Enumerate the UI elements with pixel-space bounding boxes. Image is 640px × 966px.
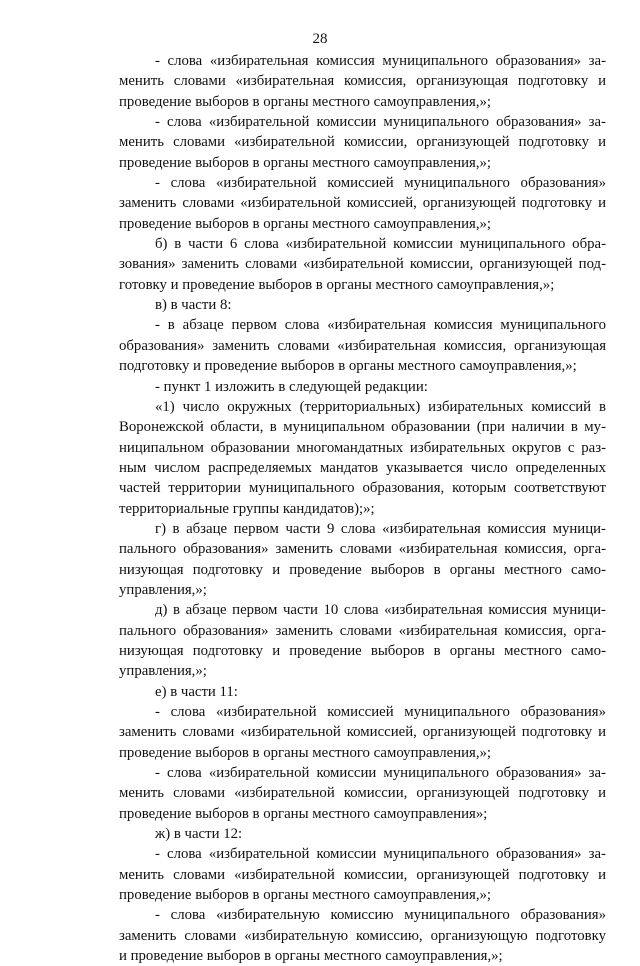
- text-line: и проведение выборов в органы местного самоуправления,»;: [119, 948, 503, 965]
- text-line: - слова «избирательной комиссией муниципального образования»: [155, 175, 606, 192]
- text-line: - пункт 1 изложить в следующей редакции:: [155, 378, 428, 395]
- text-line: в) в части 8:: [155, 297, 232, 314]
- text-line: заменить словами «избирательной комиссией, организующей подготовку и: [119, 724, 606, 741]
- text-line: е) в части 11:: [155, 683, 238, 700]
- text-line: управления,»;: [119, 581, 207, 598]
- document-body: [119, 51, 606, 966]
- text-line: проведение выборов в органы местного самоуправления,»;: [119, 93, 492, 110]
- text-line: ниципальном образовании многомандатных избирательных округов с раз-: [119, 439, 606, 456]
- text-line: готовку и проведение выборов в органы местного самоуправления,»;: [119, 276, 555, 293]
- text-line: пального образования» заменить словами «избирательная комиссия, орга-: [119, 622, 606, 639]
- text-line: управления,»;: [119, 663, 207, 680]
- text-line: д) в абзаце первом части 10 слова «избирательная комиссия муници-: [155, 602, 606, 619]
- text-line: - слова «избирательной комиссии муниципального образования» за-: [155, 114, 606, 131]
- text-line: менить словами «избирательная комиссия, организующая подготовку и: [119, 73, 606, 90]
- text-line: - в абзаце первом слова «избирательная комиссия муниципального: [155, 317, 606, 334]
- text-line: образования» заменить словами «избирательная комиссия, организующая: [119, 337, 606, 354]
- text-line: заменить словами «избирательной комиссией, организующей подготовку и: [119, 195, 606, 212]
- text-line: - слова «избирательной комиссией муниципального образования»: [155, 704, 606, 720]
- text-line: - слова «избирательную комиссию муниципального образования»: [155, 907, 606, 924]
- text-line: подготовку и проведение выборов в органы местного самоуправления,»;: [119, 358, 577, 375]
- text-line: проведение выборов в органы местного самоуправления,»;: [119, 154, 492, 171]
- text-line: проведение выборов в органы местного самоуправления»;: [119, 805, 488, 822]
- text-line: проведение выборов в органы местного самоуправления,»;: [119, 215, 492, 232]
- text-line: - слова «избирательная комиссия муниципального образования» за-: [155, 53, 606, 69]
- text-line: б) в части 6 слова «избирательной комиссии муниципального обра-: [155, 236, 606, 253]
- text-line: менить словами «избирательной комиссии, организующей подготовку и: [119, 134, 606, 151]
- text-line: зования» заменить словами «избирательной комиссии, организующей под-: [119, 256, 606, 273]
- text-line: менить словами «избирательной комиссии, организующей подготовку и: [119, 866, 606, 883]
- page-number: 28: [312, 31, 328, 47]
- text-line: заменить словами «избирательную комиссию, организующую подготовку: [119, 927, 606, 944]
- text-line: низующая подготовку и проведение выборов в органы местного само-: [119, 561, 606, 578]
- text-line: ным числом распределяемых мандатов указывается число определенных: [119, 459, 606, 476]
- text-line: проведение выборов в органы местного самоуправления,»;: [119, 887, 492, 904]
- text-line: Воронежской области, в муниципальном образовании (при наличии в му-: [119, 419, 606, 436]
- text-line: ж) в части 12:: [155, 826, 243, 843]
- text-line: территориальные группы кандидатов);»;: [119, 500, 375, 517]
- text-line: - слова «избирательной комиссии муниципального образования» за-: [155, 846, 606, 863]
- text-line: г) в абзаце первом части 9 слова «избирательная комиссия муници-: [155, 520, 606, 537]
- text-line: «1) число окружных (территориальных) избирательных комиссий в: [155, 398, 606, 415]
- text-line: пального образования» заменить словами «избирательная комиссия, орга-: [119, 541, 606, 558]
- text-line: частей территории муниципального образования, которым соответствуют: [119, 480, 606, 497]
- text-line: низующая подготовку и проведение выборов в органы местного само-: [119, 642, 606, 659]
- text-line: менить словами «избирательной комиссии, организующей подготовку и: [119, 785, 606, 802]
- text-line: проведение выборов в органы местного самоуправления,»;: [119, 744, 492, 761]
- text-line: - слова «избирательной комиссии муниципального образования» за-: [155, 765, 606, 782]
